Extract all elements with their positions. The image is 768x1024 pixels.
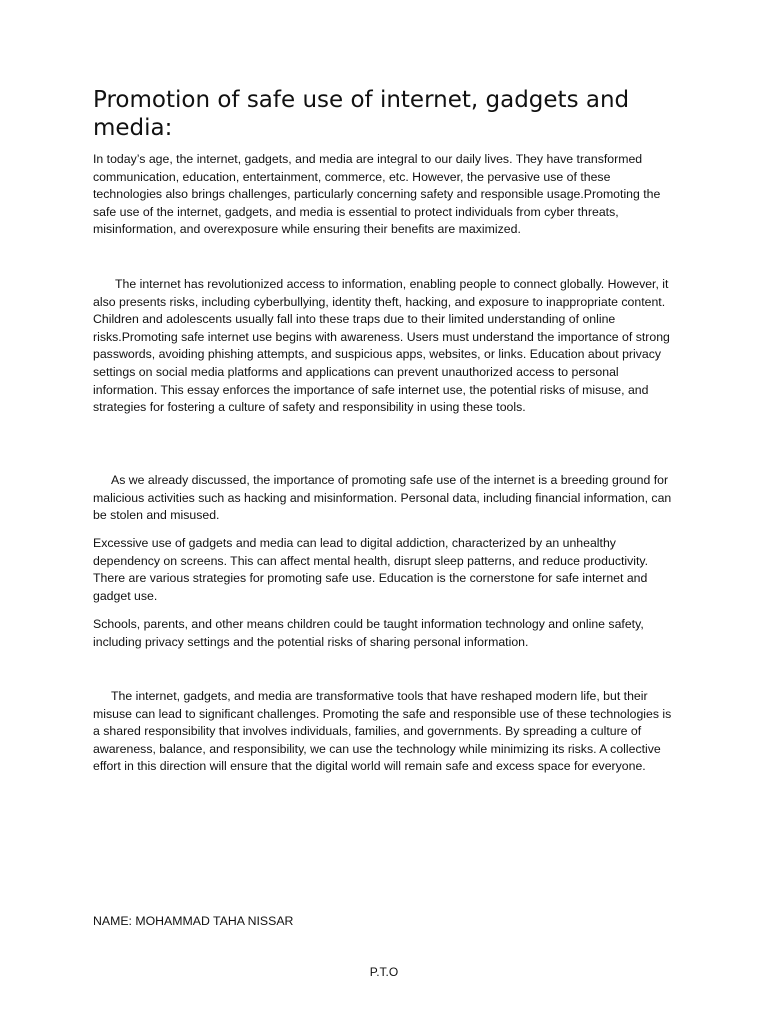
paragraph-intro: In today’s age, the internet, gadgets, and media are integral to our daily lives. They have transformed communication, education, entertainment, commerce, etc. However, the pervasive use of these technologies also brings challenges, particularly concerning safety and responsible usage.Promoting the safe use of the internet, gadgets, and media is essential to protect individuals from cyber threats, misinformation, and overexposure while ensuring their benefits are maximized.	[93, 152, 661, 237]
paragraph-digital-addiction: Excessive use of gadgets and media can lead to digital addiction, characterized by an unhealthy dependency on screens. This can affect mental health, disrupt sleep patterns, and reduce productivity. There are various strategies for promoting safe use. Education is the cornerstone for safe internet and gadget use.	[93, 536, 649, 603]
paragraph-malicious-activities: As we already discussed, the importance of promoting safe use of the internet is a breeding ground for malicious activities such as hacking and misinformation. Personal data, including financial information, can be stolen and misused.	[93, 473, 672, 523]
paragraph-internet-risks: The internet has revolutionized access to information, enabling people to connect globally. However, it also presents risks, including cyberbullying, identity theft, hacking, and exposure to inappropriate content. Children and adolescents usually fall into these traps due to their limited understanding of online risks.Promoting safe internet use begins with awareness. Users must understand the importance of strong passwords, avoiding phishing attempts, and suspicious apps, websites, or links. Education about privacy settings on social media platforms and applications can prevent unauthorized access to personal information. This essay enforces the importance of safe internet use, the potential risks of misuse, and strategies for fostering a culture of safety and responsibility in using these tools.	[93, 277, 670, 415]
page-footer-pto: P.T.O	[369, 965, 399, 979]
document-title: Promotion of safe use of internet, gadgets and media:	[93, 87, 630, 141]
paragraph-conclusion: The internet, gadgets, and media are transformative tools that have reshaped modern life, but their misuse can lead to significant challenges. Promoting the safe and responsible use of these technologies is a shared responsibility that involves individuals, families, and governments. By spreading a culture of awareness, balance, and responsibility, we can use the technology while minimizing its risks. A collective effort in this direction will ensure that the digital world will remain safe and excess space for everyone.	[93, 689, 672, 774]
author-name: NAME: MOHAMMAD TAHA NISSAR	[93, 914, 294, 928]
paragraph-schools-parents: Schools, parents, and other means children could be taught information technology and online safety, including privacy settings and the potential risks of sharing personal information.	[93, 617, 644, 649]
